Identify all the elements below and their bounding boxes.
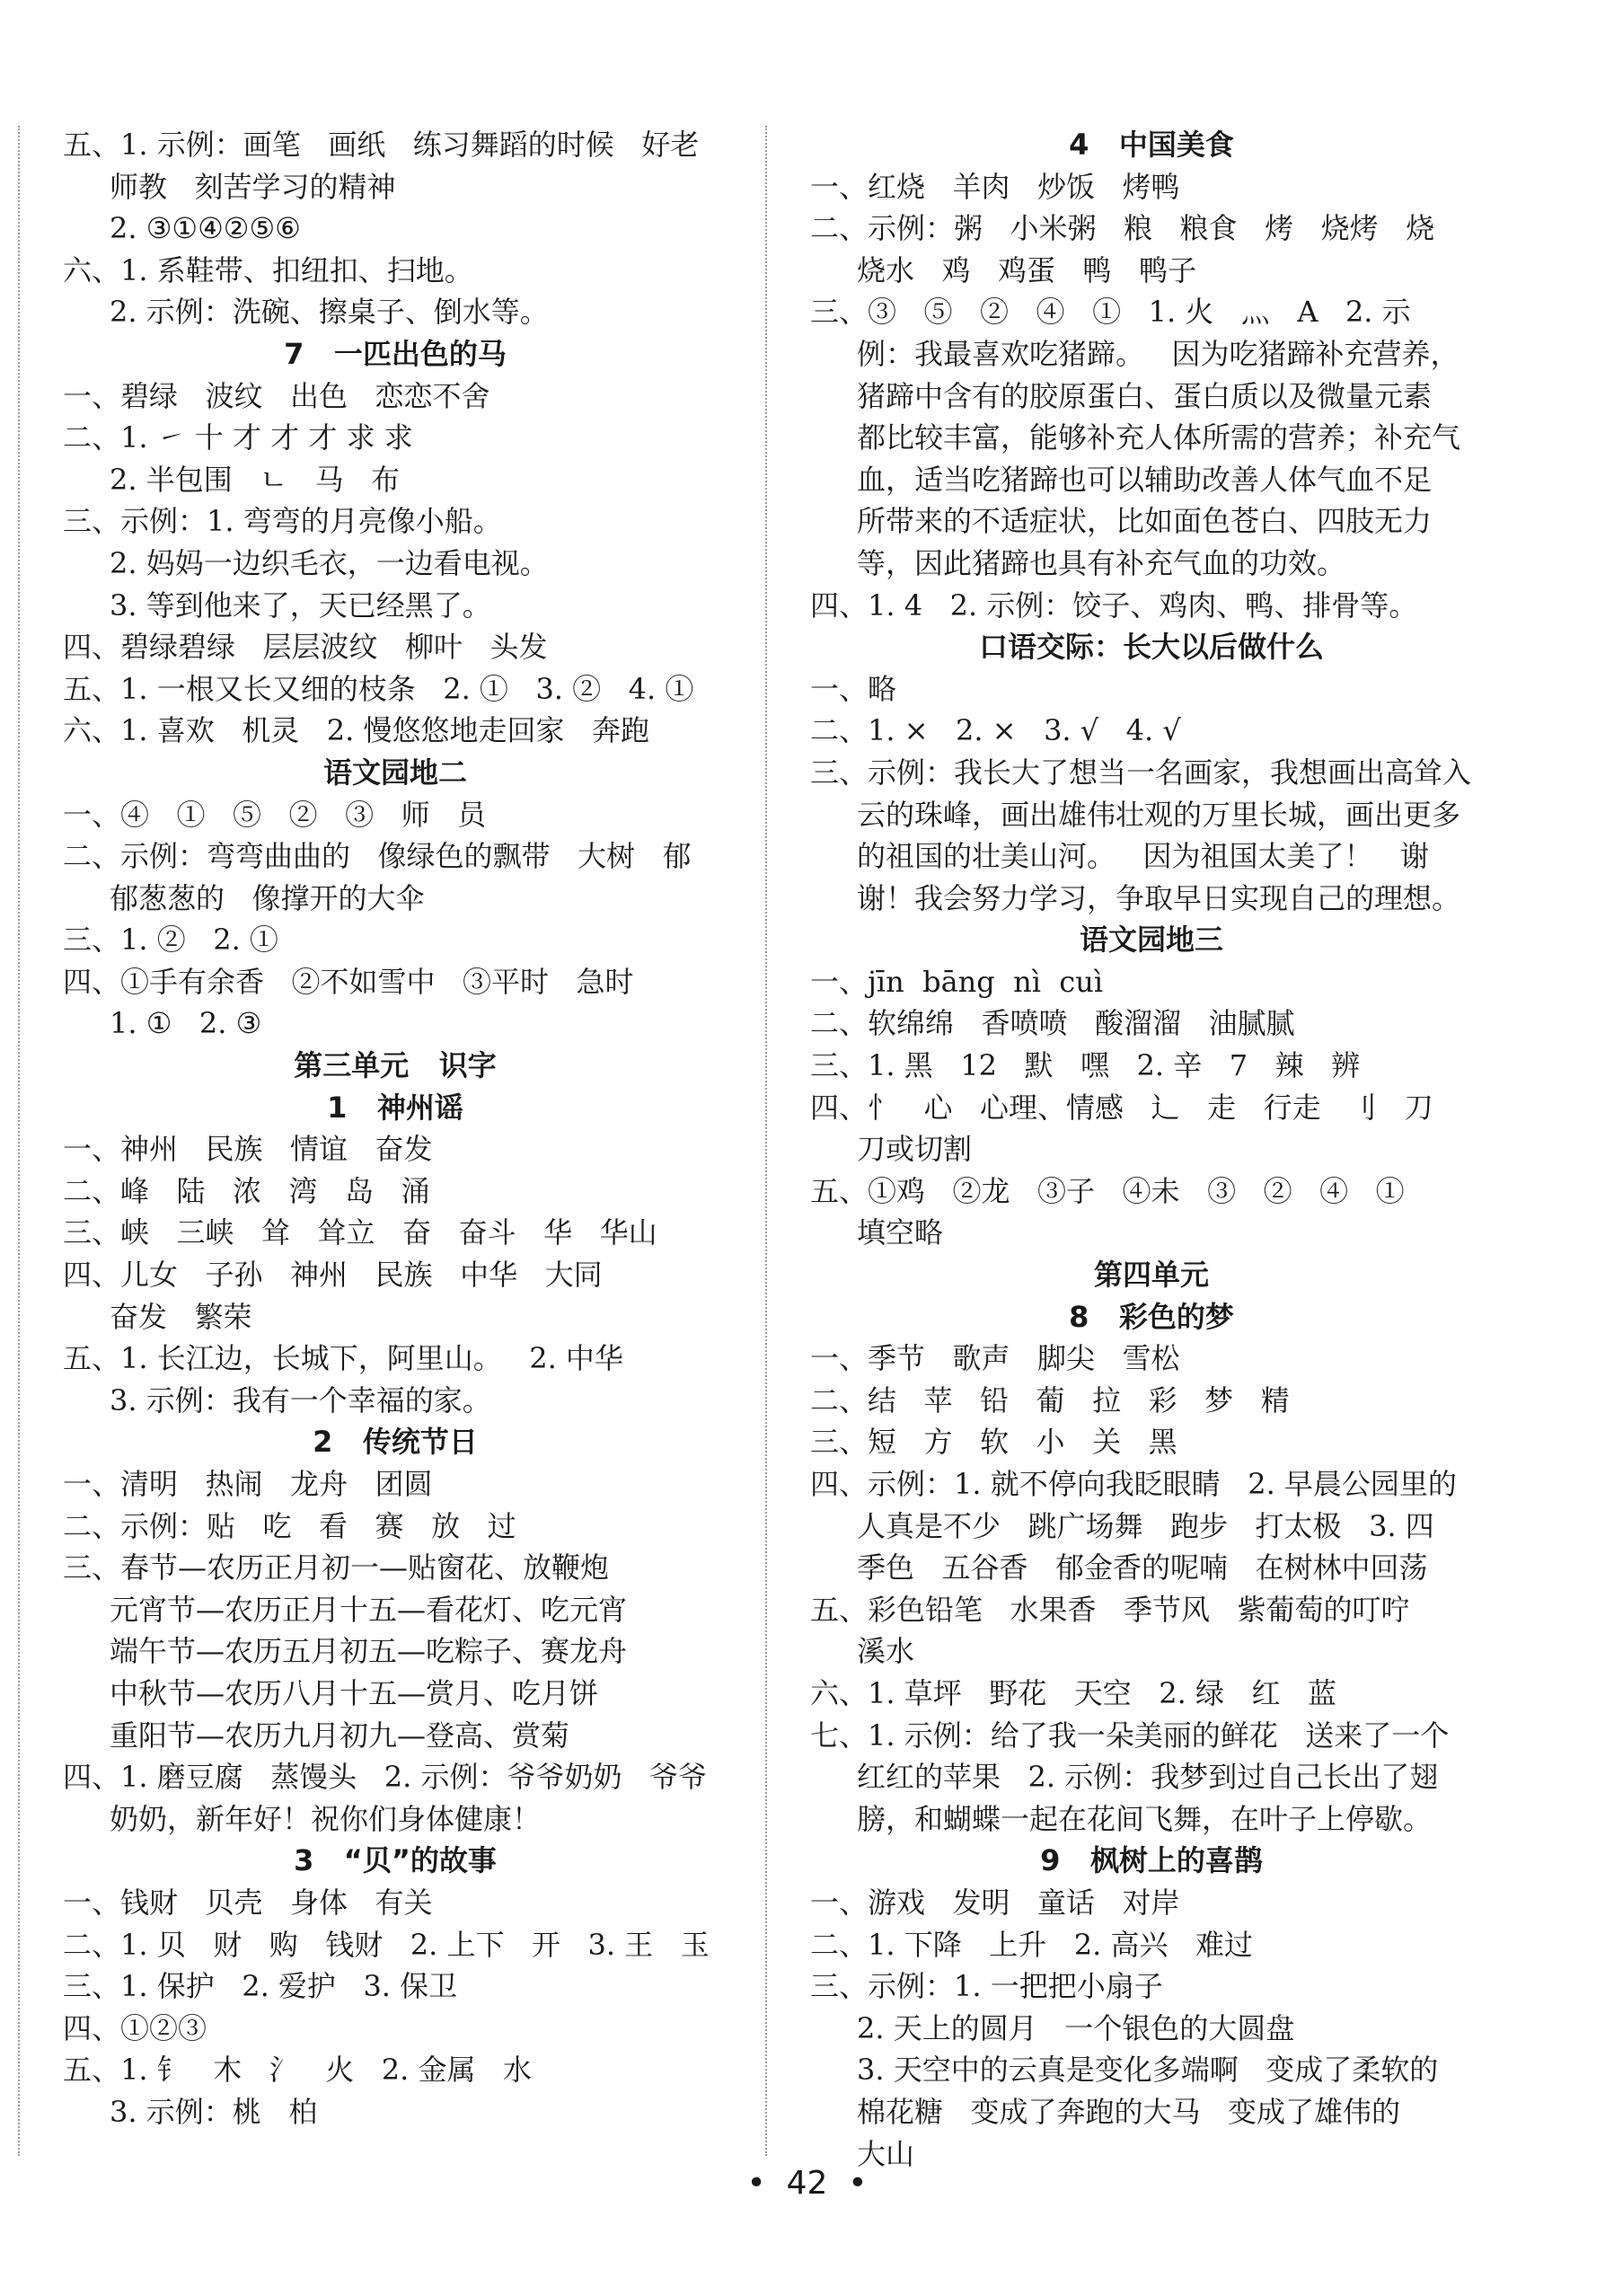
- answer-line: 四、①手有余香 ②不如雪中 ③平时 急时: [63, 964, 634, 999]
- left-column: [63, 124, 728, 2133]
- answer-line: 二、1. 下降 上升 2. 高兴 难过: [810, 1927, 1253, 1962]
- answer-line: 二、结 苹 铅 葡 拉 彩 梦 精: [810, 1382, 1290, 1417]
- section-heading: 2 传统节日: [313, 1425, 478, 1460]
- answer-line: 棉花糖 变成了奔跑的大马 变成了雄伟的: [857, 2094, 1401, 2129]
- answer-line: 二、峰 陆 浓 湾 岛 涌: [63, 1173, 430, 1208]
- answer-line: 2. 妈妈一边织毛衣，一边看电视。: [110, 545, 549, 580]
- right-column: [810, 124, 1493, 2175]
- answer-line: 的祖国的壮美山河。 因为祖国太美了！ 谢: [857, 839, 1430, 874]
- answer-line: 五、1. 示例：画笔 画纸 练习舞蹈的时候 好老: [63, 128, 700, 162]
- answer-line: 五、①鸡 ②龙 ③子 ④未 ③ ② ④ ①: [810, 1173, 1405, 1208]
- answer-line: 三、春节—农历正月初一—贴窗花、放鞭炮: [63, 1550, 610, 1585]
- section-heading: 语文园地三: [1079, 923, 1223, 958]
- answer-line: 二、示例：弯弯曲曲的 像绿色的飘带 大树 郁: [63, 839, 692, 874]
- section-heading: 9 枫树上的喜鹊: [1040, 1843, 1263, 1878]
- section-heading: 3 “贝”的故事: [294, 1843, 497, 1878]
- answer-line: 师教 刻苦学习的精神: [110, 169, 396, 204]
- answer-line: 五、1. 长江边，长城下，阿里山。 2. 中华: [63, 1341, 623, 1376]
- answer-line: 二、1. ㇀ 十 才 才 才 求 求: [63, 420, 413, 455]
- answer-line: 季色 五谷香 郁金香的呢喃 在树林中回荡: [857, 1550, 1428, 1585]
- answer-line: 3. 等到他来了，天已经黑了。: [110, 587, 491, 623]
- answer-line: 谢！我会努力学习，争取早日实现自己的理想。: [857, 880, 1461, 915]
- answer-line: 一、略: [810, 671, 897, 706]
- answer-line: 三、1. 保护 2. 爱护 3. 保卫: [63, 1969, 458, 2004]
- answer-line: 郁葱葱的 像撑开的大伞: [110, 880, 425, 915]
- column-divider: [765, 126, 767, 2156]
- page-number: • 42 •: [746, 2165, 868, 2202]
- answer-line: 四、①②③: [63, 2010, 207, 2045]
- answer-line: 一、清明 热闹 龙舟 团圆: [63, 1467, 433, 1501]
- section-heading: 8 彩色的梦: [1069, 1299, 1234, 1334]
- answer-line: 二、示例：粥 小米粥 粮 粮食 烤 烧烤 烧: [810, 211, 1435, 246]
- left-margin-rule: [18, 126, 20, 2156]
- answer-line: 一、季节 歌声 脚尖 雪松: [810, 1341, 1180, 1376]
- answer-line: 重阳节—农历九月初九—登高、赏菊: [110, 1718, 570, 1753]
- answer-line: 2. 示例：洗碗、擦桌子、倒水等。: [110, 295, 549, 330]
- answer-line: 三、示例：1. 一把把小扇子: [810, 1969, 1163, 2004]
- answer-line: 五、1. 钅 木 氵 火 2. 金属 水: [63, 2053, 532, 2088]
- answer-line: 四、1. 4 2. 示例：饺子、鸡肉、鸭、排骨等。: [810, 587, 1418, 623]
- answer-line: 六、1. 喜欢 机灵 2. 慢悠悠地走回家 奔跑: [63, 713, 649, 748]
- answer-line: 三、短 方 软 小 关 黑: [810, 1425, 1177, 1460]
- section-heading: 第三单元 识字: [294, 1048, 497, 1083]
- section-heading: 4 中国美食: [1069, 128, 1234, 162]
- answer-line: 六、1. 草坪 野花 天空 2. 绿 红 蓝: [810, 1675, 1336, 1710]
- answer-line: 血，适当吃猪蹄也可以辅助改善人体气血不足: [857, 462, 1433, 497]
- answer-line: 元宵节—农历正月十五—看花灯、吃元宵: [110, 1592, 628, 1627]
- answer-line: 所带来的不适症状，比如面色苍白、四肢无力: [857, 504, 1433, 539]
- answer-line: 四、碧绿碧绿 层层波纹 柳叶 头发: [63, 630, 548, 665]
- answer-line: 猪蹄中含有的胶原蛋白、蛋白质以及微量元素: [857, 378, 1433, 413]
- answer-line: 二、1. 贝 财 购 钱财 2. 上下 开 3. 王 玉: [63, 1927, 710, 1962]
- answer-line: 三、峡 三峡 耸 耸立 奋 奋斗 华 华山: [63, 1215, 657, 1250]
- answer-line: 2. 天上的圆月 一个银色的大圆盘: [857, 2010, 1295, 2045]
- answer-line: 三、示例：我长大了想当一名画家，我想画出高耸入: [810, 755, 1472, 790]
- answer-line: 一、钱财 贝壳 身体 有关: [63, 1885, 433, 1920]
- section-heading: 7 一匹出色的马: [284, 336, 507, 371]
- answer-line: 三、示例：1. 弯弯的月亮像小船。: [63, 504, 502, 539]
- answer-line: 都比较丰富，能够补充人体所需的营养；补充气: [857, 420, 1461, 455]
- answer-line: 六、1. 系鞋带、扣纽扣、扫地。: [63, 252, 473, 287]
- answer-line: 等，因此猪蹄也具有补充气血的功效。: [857, 545, 1346, 580]
- section-heading: 第四单元: [1093, 1258, 1209, 1293]
- answer-line: 四、忄 心 心理、情感 辶 走 行走 刂 刀: [810, 1090, 1433, 1125]
- answer-line: 烧水 鸡 鸡蛋 鸭 鸭子: [857, 252, 1197, 287]
- answer-line: 1. ① 2. ③: [110, 1006, 262, 1041]
- answer-line: 一、④ ① ⑤ ② ③ 师 员: [63, 797, 487, 832]
- answer-line: 五、彩色铅笔 水果香 季节风 紫葡萄的叮咛: [810, 1592, 1410, 1627]
- answer-line: 人真是不少 跳广场舞 跑步 打太极 3. 四: [857, 1508, 1434, 1543]
- answer-line: 大山: [857, 2136, 915, 2171]
- answer-line: 中秋节—农历八月十五—赏月、吃月饼: [110, 1675, 599, 1710]
- answer-line: 三、1. ② 2. ①: [63, 923, 278, 958]
- answer-line: 3. 示例：桃 柏: [110, 2094, 318, 2129]
- answer-line: 一、碧绿 波纹 出色 恋恋不舍: [63, 378, 490, 413]
- answer-line: 一、游戏 发明 童话 对岸: [810, 1885, 1180, 1920]
- section-heading: 语文园地二: [322, 755, 467, 790]
- answer-line: 溪水: [857, 1634, 915, 1669]
- answer-line: 填空略: [857, 1215, 944, 1250]
- answer-line: 七、1. 示例：给了我一朵美丽的鲜花 送来了一个: [810, 1718, 1450, 1753]
- answer-line: 2. 半包围 ㄴ 马 布: [110, 462, 401, 497]
- answer-line: 云的珠峰，画出雄伟壮观的万里长城，画出更多: [857, 797, 1461, 832]
- answer-line: 二、软绵绵 香喷喷 酸溜溜 油腻腻: [810, 1006, 1295, 1041]
- answer-line: 一、jīn bāng nì cuì: [810, 964, 1104, 999]
- answer-line: 二、1. × 2. × 3. √ 4. √: [810, 713, 1181, 748]
- answer-line: 2. ③①④②⑤⑥: [110, 211, 301, 246]
- answer-line: 端午节—农历五月初五—吃粽子、赛龙舟: [110, 1634, 628, 1669]
- answer-line: 四、儿女 子孙 神州 民族 中华 大同: [63, 1258, 603, 1293]
- answer-line: 一、红烧 羊肉 炒饭 烤鸭: [810, 169, 1180, 204]
- answer-line: 膀，和蝴蝶一起在花间飞舞，在叶子上停歇。: [857, 1801, 1433, 1836]
- answer-line: 一、神州 民族 情谊 奋发: [63, 1132, 433, 1167]
- answer-line: 3. 天空中的云真是变化多端啊 变成了柔软的: [857, 2053, 1439, 2088]
- answer-line: 奋发 繁荣: [110, 1299, 252, 1334]
- answer-line: 例：我最喜欢吃猪蹄。 因为吃猪蹄补充营养，: [857, 336, 1460, 371]
- section-heading: 1 神州谣: [327, 1090, 463, 1125]
- answer-line: 三、③ ⑤ ② ④ ① 1. 火 灬 A 2. 示: [810, 295, 1411, 330]
- answer-line: 奶奶，新年好！祝你们身体健康！: [110, 1801, 542, 1836]
- answer-line: 3. 示例：我有一个幸福的家。: [110, 1382, 491, 1417]
- answer-line: 五、1. 一根又长又细的枝条 2. ① 3. ② 4. ①: [63, 671, 694, 706]
- answer-line: 红红的苹果 2. 示例：我梦到过自己长出了翅: [857, 1760, 1439, 1795]
- answer-line: 二、示例：贴 吃 看 赛 放 过: [63, 1508, 516, 1543]
- answer-line: 三、1. 黑 12 默 嘿 2. 辛 7 辣 辨: [810, 1048, 1361, 1083]
- answer-line: 四、示例：1. 就不停向我眨眼睛 2. 早晨公园里的: [810, 1467, 1457, 1501]
- answer-line: 刀或切割: [857, 1132, 973, 1167]
- answer-line: 四、1. 磨豆腐 蒸馒头 2. 示例：爷爷奶奶 爷爷: [63, 1760, 707, 1795]
- section-heading: 口语交际：长大以后做什么: [978, 630, 1324, 665]
